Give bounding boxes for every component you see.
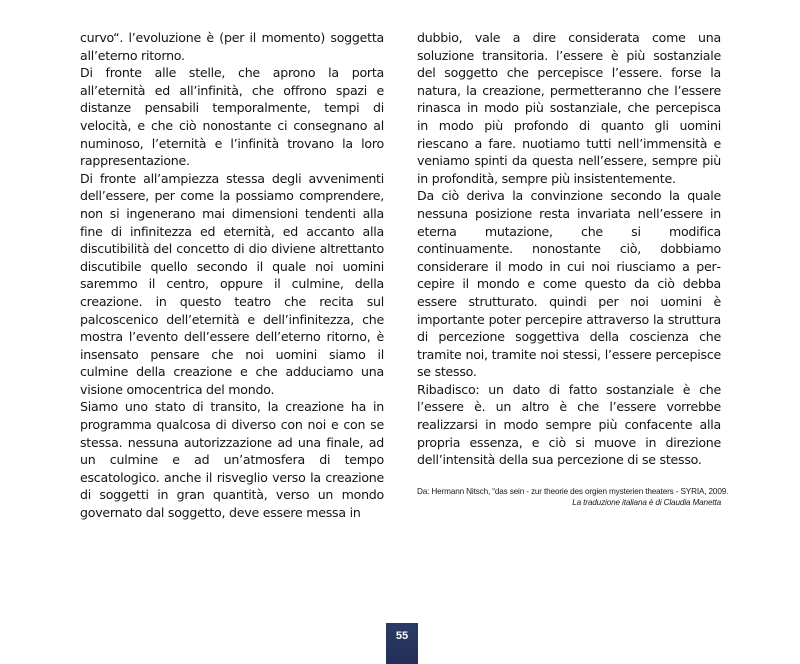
source-credit [417,486,729,508]
paragraph: Di fronte alle stelle, che aprono la porta all’eternità ed all’infinità, che offrono spazi e distanze pensabili temporalmente, tempi di velocità, e che ciò nonostante ci consegnano al numinoso, l’eternità e l’infinità trovano la loro rappresentazione. [80,65,384,169]
source-citation: Da: Hermann Nitsch, “das sein - zur theorie des orgien mysterien theaters - SYRIA, 2009. [417,486,729,496]
right-text-column [417,29,729,508]
paragraph: Ribadisco: un dato di fatto sostanziale è che l’essere è. un altro è che l’essere vorrebbe realizzarsi in modo sempre più confacente alla propria essenza, e ciò si muove in direzione dell’intensità della sua percezione di se stesso. [417,381,721,468]
paragraph: Di fronte all’ampiezza stessa degli avvenimenti dell’essere, per come la possiamo comprendere, non si ingenerano mai dimensioni tendenti alla fine di infinitezza ed eternità, ed accanto alla discutibilità del concetto di dio diviene altrettanto discutibile quello secondo il quale noi uomini saremmo il centro, oppure il culmine, della creazione. in questo teatro che recita sul palcoscenico dell’eternità e dell’infinitezza, che mostra l’evento dell’essere dell’eterno ritorno, è insensato pensare che noi uomini siamo il culmine della creazione e che adduciamo una visione omocentrica del mondo. [80,170,384,397]
paragraph: curvo“. l’evoluzione è (per il momento) soggetta all’eterno ritorno. [80,30,384,63]
paragraph: Da ciò deriva la convinzione secondo la quale nessuna posizione resta invariata nell’essere in eterna mutazione, che si modifica continuamente. nonostante ciò, dobbiamo considerare il modo in cui noi riusciamo a percepire il mondo e come questo da ciò debba essere strutturato. quindi per noi uomini è importante poter percepire attraverso la struttura di percezione soggettiva della coscienza che tramite noi, tramite noi stessi, l’essere percepisce se stesso. [417,188,721,380]
page-number: 55 [386,623,418,664]
paragraph: Siamo uno stato di transito, la creazione ha in programma qualcosa di diverso con noi e con se stessa. nessuna autorizzazione ad una finale, ad un culmine e ad un’atmosfera di tempo escatologico. anche il risveglio verso la creazione di soggetti in gran quantità, verso un mondo governato dal soggetto, deve essere messa in [80,399,384,521]
left-text-column [80,29,384,522]
paragraph: dubbio, vale a dire considerata come una soluzione transitoria. l’essere è più sostanziale del soggetto che percepisce l’essere. forse la natura, la creazione, permetteranno che l’essere rinasca in modo più sostanziale, che percepisca in modo più profondo di quanto gli uomini riescano a fare. nuotiamo tutti nell’immensità e veniamo spinti da questa nell’essere, sempre più in profondità, sempre più insistentemente. [417,30,721,186]
translation-credit: La traduzione italiana è di Claudia Manetta [572,497,721,507]
